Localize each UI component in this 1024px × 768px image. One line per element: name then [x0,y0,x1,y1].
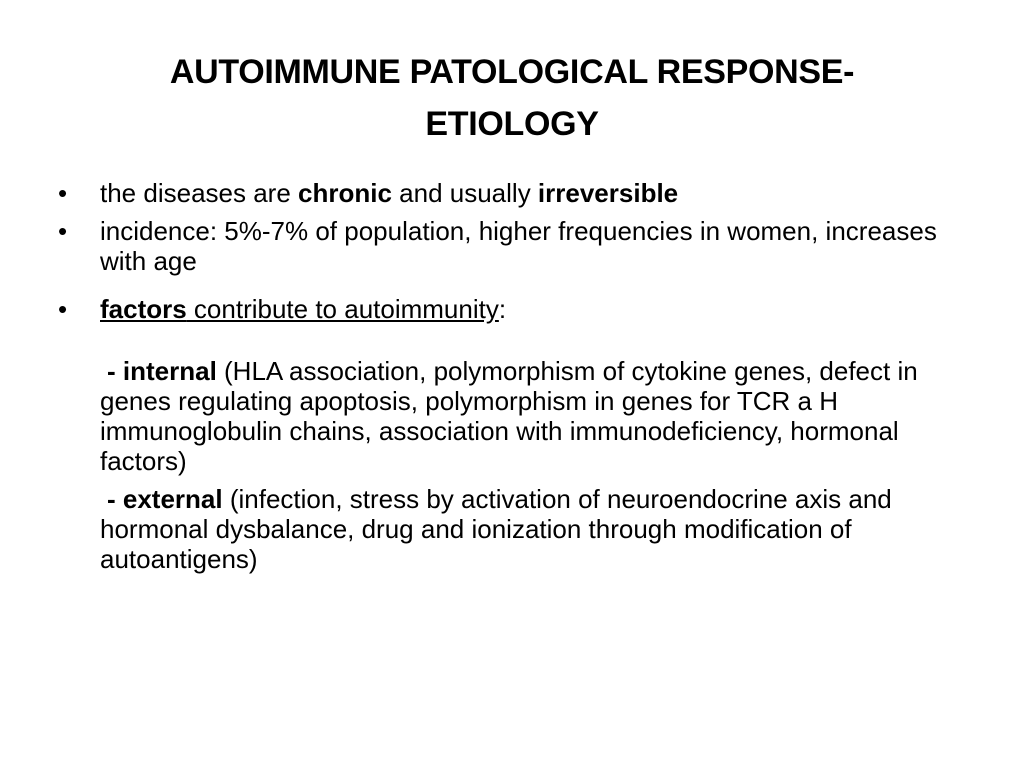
bullet3-bold: factors [100,294,187,324]
bullet1-bold-a: chronic [298,178,392,208]
slide-body [58,178,978,574]
bullet-dot: • [58,294,68,324]
external-text: (infection, stress by activation of neuroendocrine axis and hormonal dysbalance, drug and ionization through modification of autoantigens) [100,484,892,574]
bullet2-text: incidence: 5%-7% of population, higher frequencies in women, increases with age [100,216,937,276]
bullet3-suffix: : [498,294,507,324]
bullet1-bold-b: irreversible [537,178,679,208]
bullet3-text: contribute to autoimmunity [186,294,499,324]
internal-label: - internal [107,356,217,386]
bullet-dot: • [58,216,68,246]
external-factors [58,484,978,574]
bullet1-text-b: and usually [391,178,538,208]
title-line-1: AUTOIMMUNE PATOLOGICAL RESPONSE- [169,53,855,91]
title-line-2: ETIOLOGY [425,105,599,143]
slide-title [60,46,964,150]
bullet-dot: • [58,178,68,208]
external-label: - external [107,484,223,514]
internal-factors [58,356,978,476]
bullet-chronic [58,178,978,208]
bullet-factors [58,294,978,324]
bullet1-text-a: the diseases are [100,178,299,208]
bullet-incidence [58,216,978,276]
internal-text: (HLA association, polymorphism of cytokine genes, defect in genes regulating apoptosis, polymorphism in genes for TCR a H immunoglobulin chains, association with immunodeficiency, hormonal factors) [100,356,918,476]
